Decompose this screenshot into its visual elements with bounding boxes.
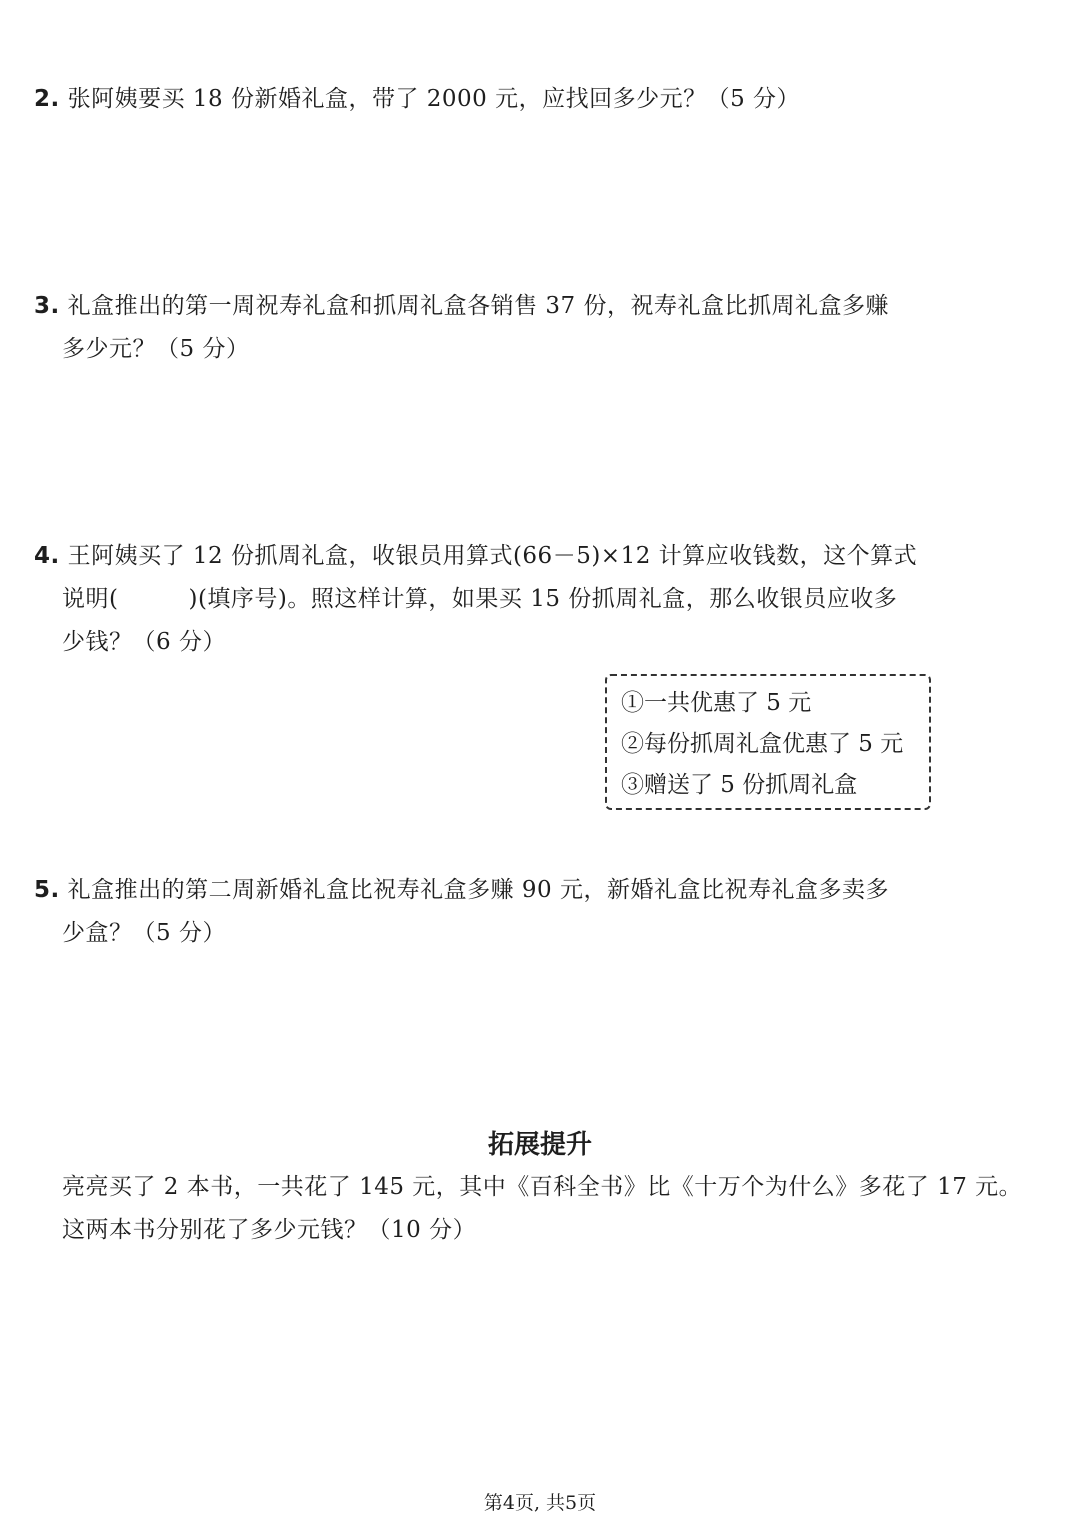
question-number: 3.: [34, 293, 60, 319]
question-number: 4.: [34, 543, 60, 569]
question-text: 王阿姨买了 12 份抓周礼盒，收银员用算式(66－5)×12 计算应收钱数，这个算式: [67, 543, 918, 569]
question-text: 礼盒推出的第二周新婚礼盒比祝寿礼盒多赚 90 元，新婚礼盒比祝寿礼盒多卖多: [67, 877, 889, 903]
extension-question-continuation: 这两本书分别花了多少元钱？（10 分）: [62, 1217, 477, 1243]
question-3-continuation: 多少元？（5 分）: [62, 336, 250, 362]
question-3: [34, 291, 889, 321]
question-2: [34, 84, 800, 114]
section-heading: 拓展提升: [487, 1130, 592, 1160]
extension-question: 亮亮买了 2 本书，一共花了 145 元，其中《百科全书》比《十万个为什么》多花了 17 元。: [62, 1174, 1023, 1200]
question-text: 张阿姨要买 18 份新婚礼盒，带了 2000 元，应找回多少元？（5 分）: [67, 86, 801, 112]
option-2: ②每份抓周礼盒优惠了 5 元: [621, 731, 904, 757]
option-3: ③赠送了 5 份抓周礼盒: [621, 772, 858, 798]
question-number: 5.: [34, 877, 60, 903]
question-text: 礼盒推出的第一周祝寿礼盒和抓周礼盒各销售 37 份，祝寿礼盒比抓周礼盒多赚: [67, 293, 889, 319]
question-number: 2.: [34, 86, 60, 112]
option-1: ①一共优惠了 5 元: [621, 690, 812, 716]
question-text-before-blank: 说明(: [62, 586, 119, 612]
question-4: [34, 541, 917, 571]
question-5: [34, 875, 889, 905]
options-box: [605, 674, 931, 810]
question-5-continuation: 少盒？（5 分）: [62, 920, 226, 946]
page-number: 第4页, 共5页: [483, 1492, 597, 1514]
question-4-continuation: [62, 584, 897, 614]
question-text-after-blank: )(填序号)。照这样计算，如果买 15 份抓周礼盒，那么收银员应收多: [188, 586, 898, 612]
question-4-continuation-2: 少钱？（6 分）: [62, 629, 226, 655]
